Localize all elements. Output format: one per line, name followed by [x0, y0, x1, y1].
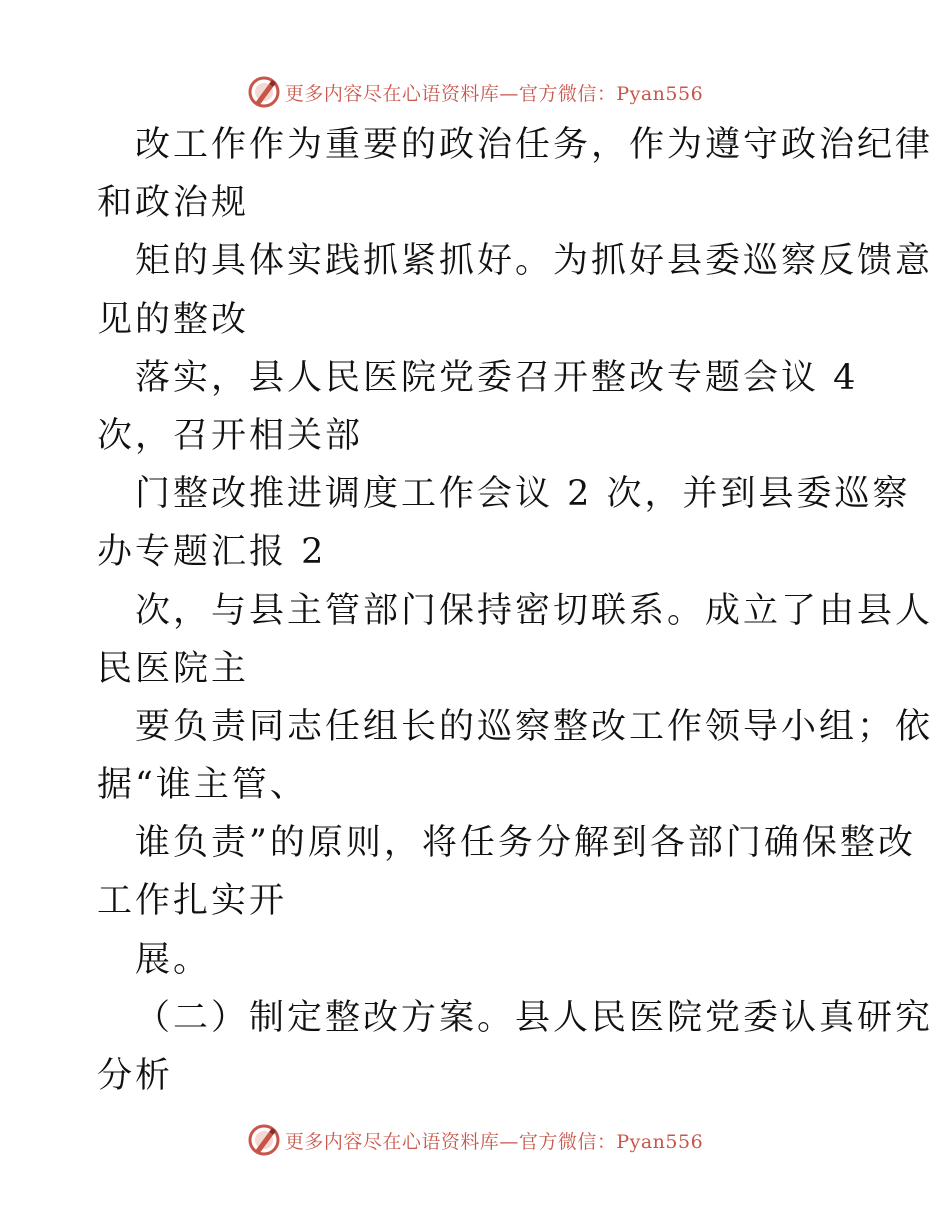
text-line: 据“谁主管、 [97, 765, 308, 806]
text-line: 矩的具体实践抓紧抓好。为抓好县委巡察反馈意 [135, 241, 934, 282]
text-line: 落实，县人民医院党委召开整改专题会议 4 [135, 357, 859, 398]
text-line: 改工作作为重要的政治任务，作为遵守政治纪律 [135, 125, 934, 165]
text-line: 工作扎实开 [97, 881, 288, 922]
banner-text: 更多内容尽在心语资料库—官方微信：Pyan556 [284, 82, 704, 105]
pen-logo-icon [247, 1123, 281, 1157]
text-line: 要负责同志任组长的巡察整改工作领导小组；依 [135, 706, 934, 747]
text-line: 见的整改 [97, 299, 250, 340]
document-body [97, 116, 934, 1105]
text-line: 谁负责”的原则，将任务分解到各部门确保整改 [135, 823, 916, 864]
pen-logo-icon [247, 75, 281, 109]
banner-text: 更多内容尽在心语资料库—官方微信：Pyan556 [284, 1130, 704, 1153]
text-line: 门整改推进调度工作会议 2 次，并到县委巡察 [135, 474, 911, 515]
text-line: 分析 [97, 1056, 174, 1096]
text-line: 民医院主 [97, 648, 250, 689]
text-line: 展。 [135, 939, 212, 980]
text-line: 次，与县主管部门保持密切联系。成立了由县人 [135, 590, 934, 631]
text-line: 和政治规 [97, 183, 250, 224]
text-line: 次，召开相关部 [97, 415, 364, 456]
text-line: （二）制定整改方案。县人民医院党委认真研究 [135, 997, 934, 1038]
text-line: 办专题汇报 2 [97, 532, 327, 573]
header-banner [0, 72, 950, 112]
footer-banner [0, 1120, 950, 1160]
